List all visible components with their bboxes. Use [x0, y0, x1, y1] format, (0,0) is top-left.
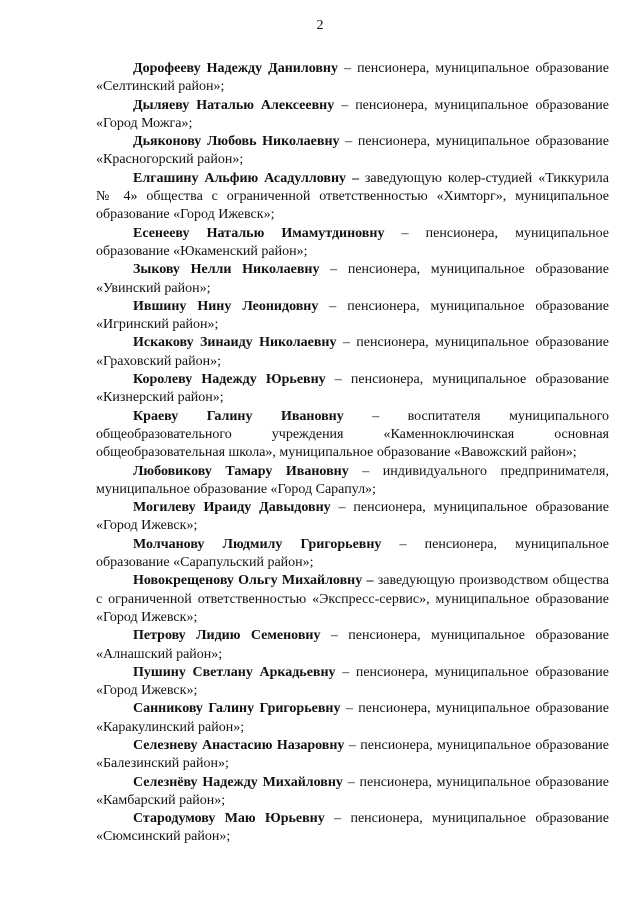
person-description: – индивидуального предпринимателя, муниципальное образование «Город Сарапул»;: [96, 463, 609, 497]
list-item: [96, 664, 609, 701]
person-description: – пенсионера, муниципальное образование «Игринский район»;: [96, 298, 609, 333]
list-item: [96, 700, 609, 737]
person-description: – пенсионера, муниципальное образование «Сюмсинский район»;: [96, 811, 609, 845]
person-name: Селезнёву Надежду Михайловну: [133, 774, 343, 790]
person-name: Королеву Надежду Юрьевну: [133, 372, 326, 388]
list-item: [96, 97, 609, 134]
list-item: [96, 133, 609, 170]
person-description: заведующую производством общества с ограниченной ответственностью «Экспресс-сервис», муниципальное образование «Город Ижевск»;: [96, 573, 609, 625]
person-name: Дорофееву Надежду Даниловну: [133, 61, 338, 76]
person-name: Зыкову Нелли Николаевну: [133, 262, 320, 278]
list-item: [96, 170, 609, 225]
person-description: – пенсионера, муниципальное образование «Селтинский район»;: [96, 61, 609, 95]
person-description: – пенсионера, муниципальное образование «Сарапульский район»;: [96, 536, 609, 571]
person-name: Елгашину Альфию Асадулловну –: [133, 170, 359, 186]
person-name: Петрову Лидию Семеновну: [133, 628, 321, 644]
person-description: – пенсионера, муниципальное образование «Город Ижевск»;: [96, 664, 609, 699]
list-item: [96, 225, 609, 262]
list-item: [96, 261, 609, 298]
list-item: [96, 627, 609, 664]
person-description: – пенсионера, муниципальное образование «Алнашский район»;: [96, 628, 609, 662]
person-name: Санникову Галину Григорьевну: [133, 701, 341, 717]
award-list: [96, 60, 609, 847]
person-description: – пенсионера, муниципальное образование «Кизнерский район»;: [96, 372, 610, 406]
list-item: [96, 572, 609, 627]
person-description: – воспитателя муниципального общеобразовательного учреждения «Каменноключинская основная общеобразовательная школа», муниципальное образование «Вавожский район»;: [96, 408, 609, 461]
list-item: [96, 298, 609, 335]
page-number: 2: [316, 18, 324, 33]
list-item: [96, 774, 609, 811]
list-item: [96, 499, 609, 536]
person-description: – пенсионера, муниципальное образование «Камбарский район»;: [96, 774, 609, 808]
person-name: Любовикову Тамару Ивановну: [133, 463, 349, 479]
person-description: заведующую колер-студией «Тиккурила № 4» общества с ограниченной ответственностью «Химторг», муниципальное образование «Город Ижевск»;: [96, 170, 609, 223]
list-item: [96, 60, 609, 97]
person-name: Стародумову Маю Юрьевну: [133, 811, 325, 827]
list-item: [96, 463, 609, 500]
person-name: Новокрещенову Ольгу Михайловну –: [133, 573, 374, 589]
person-description: – пенсионера, муниципальное образование «Город Ижевск»;: [96, 500, 609, 534]
list-item: [96, 371, 609, 408]
person-name: Дьяконову Любовь Николаевну: [133, 134, 340, 150]
person-description: – пенсионера, муниципальное образование «Каракулинский район»;: [96, 701, 609, 735]
person-name: Селезневу Анастасию Назаровну: [133, 737, 345, 753]
person-description: – пенсионера, муниципальное образование «Красногорский район»;: [96, 134, 609, 168]
person-name: Есенееву Наталью Имамутдиновну: [133, 225, 385, 241]
person-description: – пенсионера, муниципальное образование «Граховский район»;: [96, 335, 610, 369]
person-description: – пенсионера, муниципальное образование «Увинский район»;: [96, 262, 609, 296]
list-item: [96, 408, 609, 463]
person-name: Ившину Нину Леонидовну: [133, 298, 319, 314]
person-name: Краеву Галину Ивановну: [133, 408, 344, 424]
person-description: – пенсионера, муниципальное образование «Юкаменский район»;: [96, 225, 609, 259]
list-item: [96, 737, 609, 774]
list-item: [96, 334, 609, 371]
list-item: [96, 810, 609, 847]
person-description: – пенсионера, муниципальное образование «Балезинский район»;: [96, 737, 609, 772]
list-item: [96, 536, 609, 573]
person-name: Искакову Зинаиду Николаевну: [133, 335, 337, 351]
person-description: – пенсионера, муниципальное образование «Город Можга»;: [96, 97, 609, 131]
person-name: Дыляеву Наталью Алексеевну: [133, 97, 335, 113]
person-name: Могилеву Ираиду Давыдовну: [133, 500, 331, 516]
person-name: Молчанову Людмилу Григорьевну: [133, 536, 382, 552]
person-name: Пушину Светлану Аркадьевну: [133, 664, 336, 680]
